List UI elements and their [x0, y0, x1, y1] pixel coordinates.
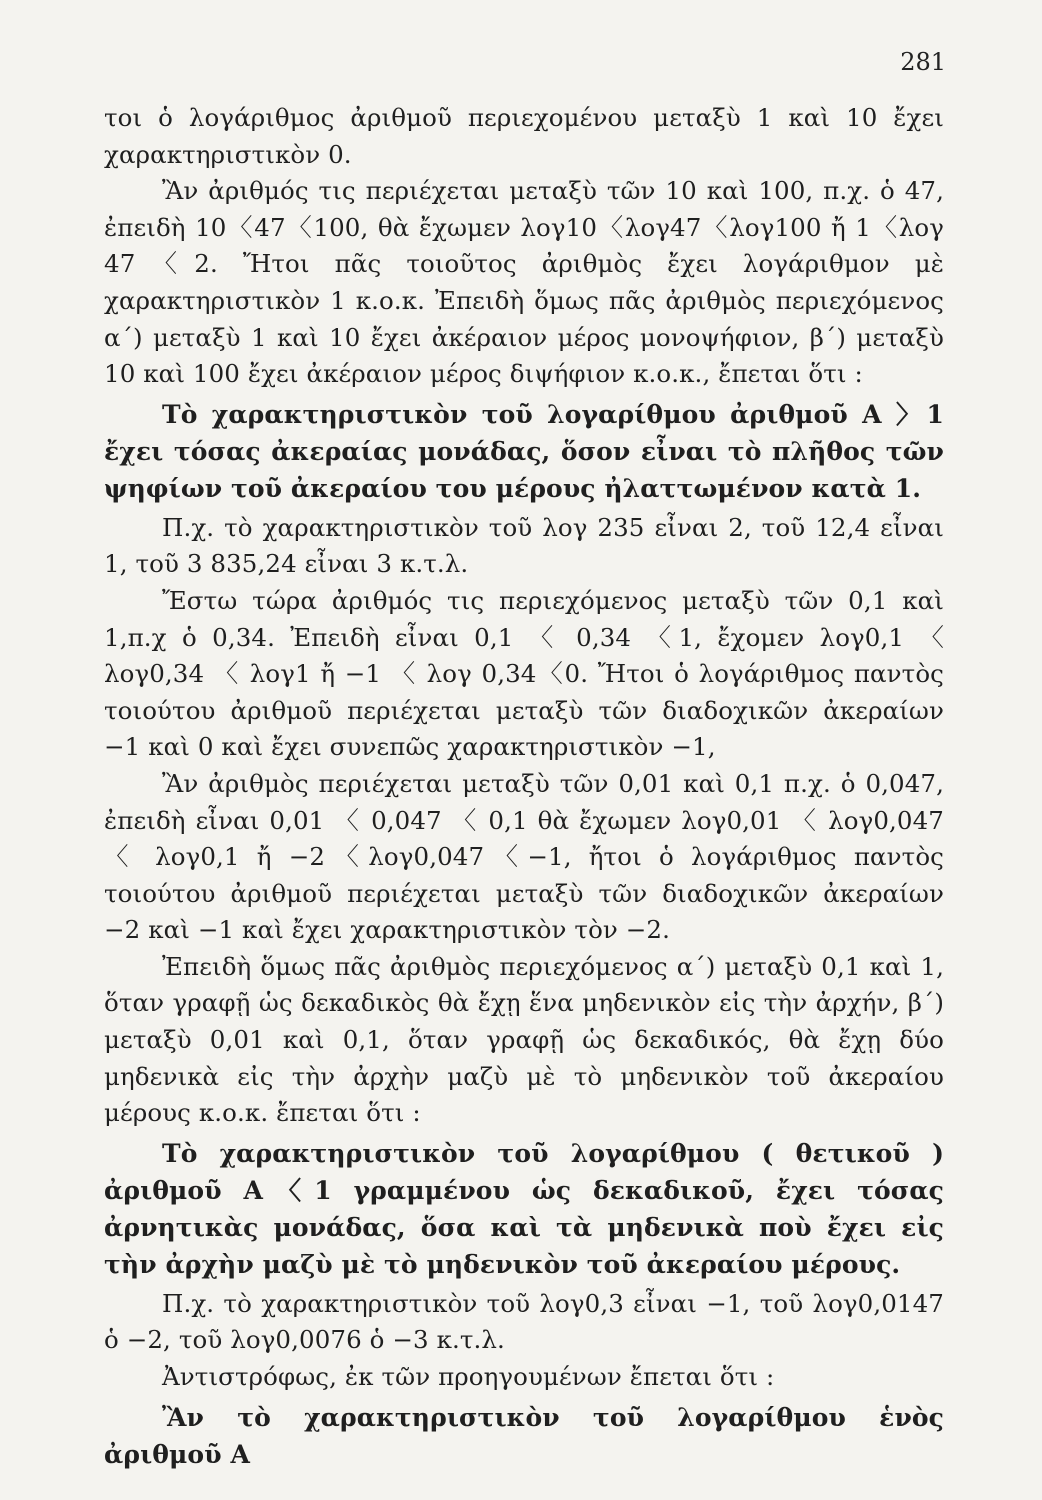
paragraph-2: Ἂν ἀριθμός τις περιέχεται μεταξὺ τῶν 10 καὶ 100, π.χ. ὁ 47, ἐπειδὴ 10〈47〈100, θὰ ἔχωμεν λογ10〈λογ47〈λογ100 ἤ 1〈λογ 47〈2. Ἤτοι πᾶς τοιοῦτος ἀριθμὸς ἔχει λογάριθμον μὲ χαρακτηριστικὸν 1 κ.ο.κ. Ἐπειδὴ ὅμως πᾶς ἀριθμὸς περιεχόμενος α΄) μεταξὺ 1 καὶ 10 ἔχει ἀκέραιον μέρος μονοψήφιον, β΄) μεταξὺ 10 καὶ 100 ἔχει ἀκέραιον μέρος διψήφιον κ.ο.κ., ἔπεται ὅτι : — [104, 176, 944, 389]
paragraph-1: τοι ὁ λογάριθμος ἀριθμοῦ περιεχομένου μεταξὺ 1 καὶ 10 ἔχει χαρακτηριστικὸν 0. — [104, 103, 944, 169]
page-body — [104, 100, 944, 1476]
rule-statement-1: Τὸ χαρακτηριστικὸν τοῦ λογαρίθμου ἀριθμοῦ Α 〉1 ἔχει τόσας ἀκεραίας μονάδας, ὅσον εἶναι τὸ πλῆθος τῶν ψηφίων τοῦ ἀκεραίου του μέρους ἠλαττωμένον κατὰ 1. — [104, 399, 944, 503]
paragraph-3: Π.χ. τὸ χαρακτηριστικὸν τοῦ λογ 235 εἶναι 2, τοῦ 12,4 εἶναι 1, τοῦ 3 835,24 εἶναι 3 κ.τ.λ. — [104, 512, 944, 579]
paragraph-8: Ἀντιστρόφως, ἐκ τῶν προηγουμένων ἔπεται ὅτι : — [162, 1362, 775, 1392]
paragraph-6: Ἐπειδὴ ὅμως πᾶς ἀριθμὸς περιεχόμενος α΄) μεταξὺ 0,1 καὶ 1, ὅταν γραφῇ ὡς δεκαδικὸς θὰ ἔχῃ ἕνα μηδενικὸν εἰς τὴν ἀρχήν, β΄) μεταξὺ 0,01 καὶ 0,1, ὅταν γραφῇ ὡς δεκαδικός, θὰ ἔχῃ δύο μηδενικὰ εἰς τὴν ἀρχὴν μαζὺ μὲ τὸ μηδενικὸν τοῦ ἀκεραίου μέρους κ.ο.κ. ἔπεται ὅτι : — [104, 951, 944, 1128]
rule-statement-2: Τὸ χαρακτηριστικὸν τοῦ λογαρίθμου ( θετικοῦ ) ἀριθμοῦ Α〈1 γραμμένου ὡς δεκαδικοῦ, ἔχει τόσας ἀρνητικὰς μονάδας, ὅσα καὶ τὰ μηδενικὰ ποὺ ἔχει εἰς τὴν ἀρχὴν μαζὺ μὲ τὸ μηδενικὸν τοῦ ἀκεραίου μέρους. — [104, 1138, 944, 1279]
paragraph-5: Ἂν ἀριθμὸς περιέχεται μεταξὺ τῶν 0,01 καὶ 0,1 π.χ. ὁ 0,047, ἐπειδὴ εἶναι 0,01 〈 0,047 〈 0,1 θὰ ἔχωμεν λογ0,01 〈 λογ0,047 〈 λογ0,1 ἤ −2〈λογ0,047〈−1, ἤτοι ὁ λογάριθμος παντὸς τοιούτου ἀριθμοῦ περιέχεται μεταξὺ τῶν διαδοχικῶν ἀκεραίων −2 καὶ −1 καὶ ἔχει χαρακτηριστικὸν τὸν −2. — [104, 768, 944, 945]
paragraph-7: Π.χ. τὸ χαρακτηριστικὸν τοῦ λογ0,3 εἶναι −1, τοῦ λογ0,0147 ὁ −2, τοῦ λογ0,0076 ὁ −3 κ.τ.λ. — [104, 1288, 944, 1355]
rule-statement-3: Ἂν τὸ χαρακτηριστικὸν τοῦ λογαρίθμου ἑνὸς ἀριθμοῦ Α — [104, 1402, 944, 1469]
page-number: 281 — [900, 48, 946, 76]
paragraph-4: Ἔστω τώρα ἀριθμός τις περιεχόμενος μεταξὺ τῶν 0,1 καὶ 1,π.χ ὁ 0,34. Ἐπειδὴ εἶναι 0,1 〈 0,34 〈1, ἔχομεν λογ0,1 〈 λογ0,34 〈 λογ1 ἤ −1 〈 λογ 0,34〈0. Ἤτοι ὁ λογάριθμος παντὸς τοιούτου ἀριθμοῦ περιέχεται μεταξὺ τῶν διαδοχικῶν ἀκεραίων −1 καὶ 0 καὶ ἔχει συνεπῶς χαρακτηριστικὸν −1, — [104, 585, 944, 762]
